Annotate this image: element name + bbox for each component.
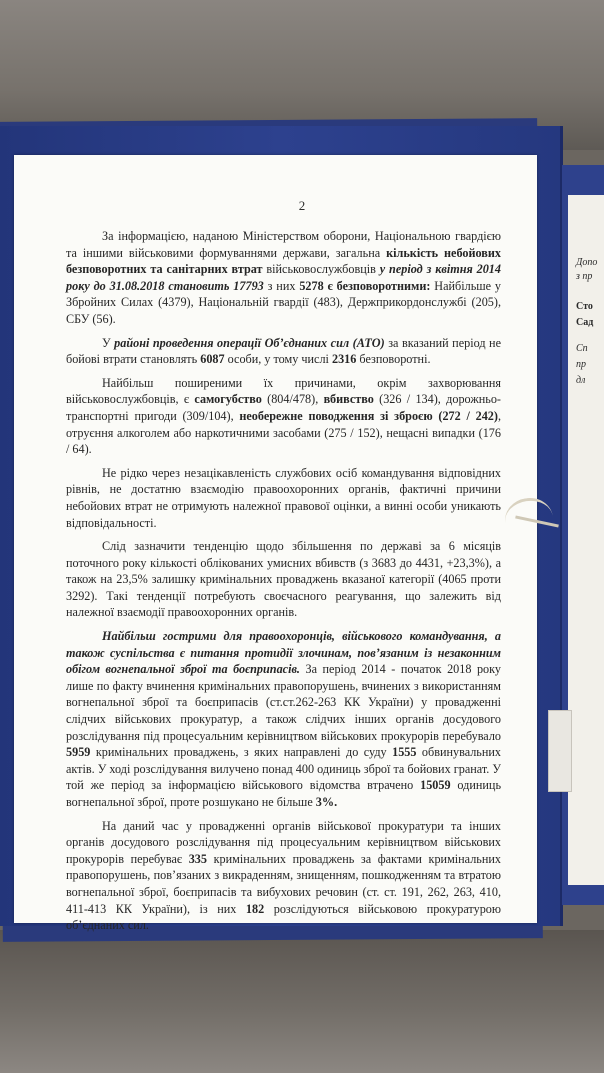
text-run: 5278 є безповоротними:	[299, 278, 431, 293]
text-run: Не рідко через незацікавленість службових осіб командування відповідних рівнів, не достатню взаємодію правоохоронних органів, фактичні причини небойових втрат не отримують належної правової оцінки, а винні особи уникають відповідальності.	[66, 465, 501, 530]
text-run: у період з квітня 2014 року до 31.08.2018 становить 17793	[66, 262, 501, 293]
paragraph	[66, 335, 501, 368]
text-run: кримінальних проваджень, з яких направлені до суду	[90, 745, 393, 760]
paper-tab	[548, 710, 572, 792]
text-run: безповоротні.	[356, 352, 431, 367]
side-doc-text: Сто	[576, 301, 593, 312]
text-run: кількість небойових безповоротних та санітарних втрат	[66, 245, 501, 277]
desk-surface-bottom	[0, 930, 604, 1073]
text-run: 1555	[392, 745, 417, 760]
side-doc-text: дл	[576, 375, 586, 386]
side-doc-text: Допо	[576, 257, 598, 268]
text-run: За період 2014 - початок 2018 року лише по факту вчинення кримінальних правопорушень, вчинених з використанням вогнепальної зброї та боєприпасів (ст.ст.262-263 КК України) у провадженні слідчих військових прокуратур, а також слідчих інших органів досудового розслідування під процесуальним керівництвом військових прокурорів перебувало	[66, 662, 501, 743]
text-run: 15059	[420, 778, 451, 793]
document-body	[66, 228, 501, 939]
side-doc-text: пр	[576, 359, 586, 370]
text-run: Слід зазначити тенденцію щодо збільшення по державі за 6 місяців поточного року кількості облікованих умисних вбивств (з 3683 до 4431, +23,3%), а також на 23,5% залишку кримінальних проваджень вказаної категорії (4065 проти 3292). Такі тенденції потребують своєчасного реагування, що залежить від належної взаємодії правоохоронних органів.	[66, 539, 501, 620]
text-run: , отруєння алкоголем або наркотичними засобами (275 / 152), нещасні випадки (176 / 64).	[66, 408, 501, 457]
text-run: (804/478),	[261, 392, 324, 407]
paragraph	[66, 538, 501, 621]
text-run: районі проведення операції Об’єднаних сил (АТО)	[114, 335, 385, 350]
text-run: Найбільше у Збройних Силах (4379), Національній гвардії (483), Держприкордонслужбі (205), СБУ (56).	[66, 278, 501, 326]
text-run: На даний час у провадженні органів військової прокуратури та інших органів досудового розслідування під процесуальним керівництвом військових прокурорів перебуває	[66, 818, 501, 866]
text-run: необережне поводження зі зброєю (272 / 242)	[239, 408, 498, 423]
text-run: особи, у тому числі	[224, 352, 332, 367]
side-doc-text: Сад	[576, 317, 594, 328]
text-run: самогубство	[194, 392, 262, 407]
side-doc-text: з пр	[576, 271, 593, 282]
paragraph	[66, 628, 501, 811]
page-number: 2	[298, 198, 306, 213]
text-run: військовослужбовців	[262, 262, 380, 277]
text-run: Найбільш поширеними їх причинами, окрім захворювання військовослужбовців, є	[66, 375, 501, 407]
text-run: 182	[245, 901, 265, 916]
paragraph	[66, 818, 501, 934]
text-run: 2316	[331, 352, 357, 367]
text-run: кримінальних проваджень за фактами кримінальних правопорушень, пов’язаних з викраденням, знищенням, пошкодженням та втратою вогнепальної зброї, боєприпасів та вибухових речовин (ст. ст. 191, 262, 263, 410, 411-413 КК України), із них	[66, 851, 501, 916]
text-run: 335	[188, 851, 207, 866]
paragraph	[66, 465, 501, 531]
text-run: 5959	[66, 745, 91, 760]
text-run: 3%.	[315, 795, 338, 809]
paragraph	[66, 228, 501, 328]
side-doc-text: Сп	[576, 343, 588, 354]
paragraph	[66, 375, 501, 458]
text-run: за вказаний період не бойові втрати становлять	[66, 335, 501, 367]
text-run: одиниць вогнепальної зброї, проте розшукано не більше	[66, 778, 501, 809]
text-run: (326 / 134), дорожньо-транспортні пригоди (309/104),	[66, 392, 501, 423]
text-run: з них	[263, 278, 300, 293]
text-run: 6087	[200, 352, 225, 367]
text-run: Найбільш гострими для правоохоронців, військового командування, а також суспільства є питання протидії злочинам, пов’язаним із незаконним обігом вогнепальної зброї та боєприпасів.	[66, 629, 501, 677]
text-run: За інформацією, наданою Міністерством оборони, Національною гвардією та іншими військовими формуваннями держави, загальна	[66, 229, 501, 260]
second-document	[568, 195, 604, 885]
text-run: розслідуються військовою прокуратурою об’єднаних сил.	[66, 901, 501, 933]
text-run: обвинувальних актів. У ході розслідування вилучено понад 400 одиниць зброї та бойових гранат. У той же період за інформацією військового відомства втрачено	[66, 745, 501, 793]
text-run: У	[102, 335, 115, 350]
text-run: вбивство	[323, 392, 374, 407]
